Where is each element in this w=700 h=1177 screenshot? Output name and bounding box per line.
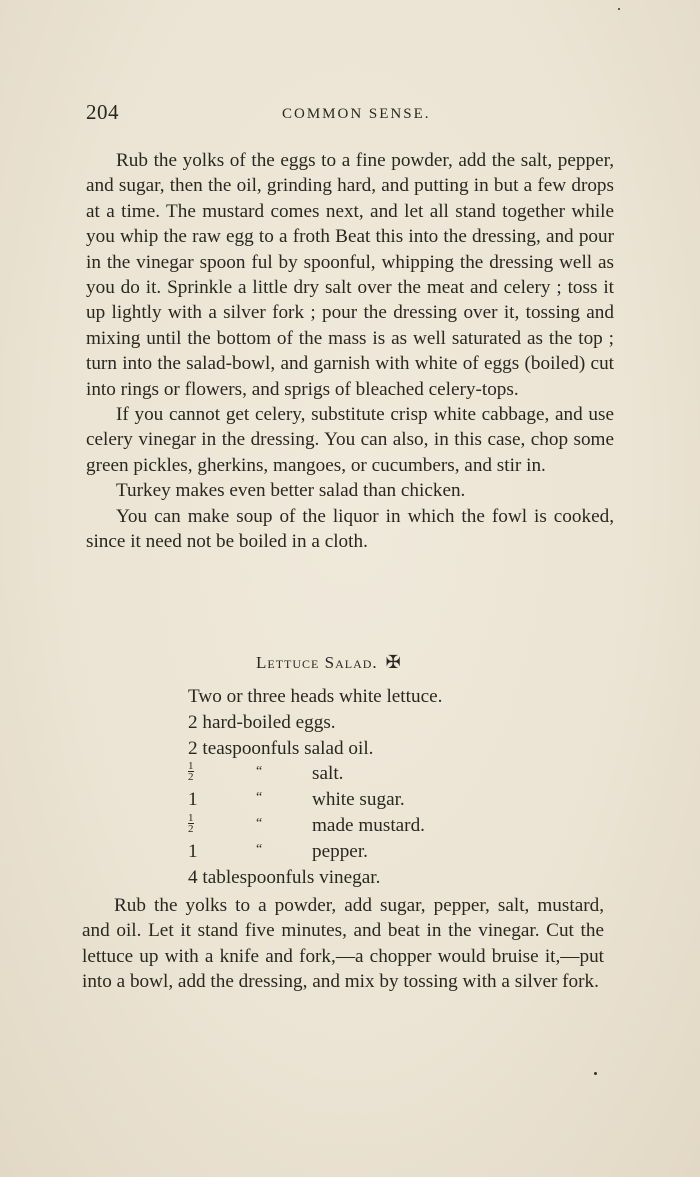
ingredient-name: made mustard. — [312, 814, 425, 836]
ingredient-row — [188, 761, 568, 787]
ditto-mark: “ — [256, 790, 263, 806]
ingredient-name: salt. — [312, 763, 344, 785]
ingredient-text: Two or three heads white lettuce. — [188, 686, 443, 707]
paper-speck — [618, 8, 620, 10]
ingredient-row — [188, 710, 568, 736]
ingredient-row — [188, 865, 568, 891]
ingredient-quantity — [188, 761, 194, 782]
page-header — [86, 100, 616, 130]
ingredient-list — [188, 684, 568, 890]
recipe-instructions — [82, 893, 604, 995]
page-number: 204 — [86, 100, 119, 124]
ingredient-name: pepper. — [312, 840, 368, 862]
paragraph-turkey: Turkey makes even better salad than chicken. — [116, 480, 466, 502]
recipe-title-text: Lettuce Salad. — [256, 653, 378, 672]
ingredient-quantity: 1 — [188, 840, 198, 862]
ditto-mark: “ — [256, 841, 263, 857]
ingredient-text: 2 teaspoonfuls salad oil. — [188, 737, 374, 759]
ingredient-row — [188, 813, 568, 839]
paper-speck — [594, 1072, 597, 1075]
ingredient-row — [188, 736, 568, 762]
body-text — [86, 148, 614, 555]
fraction-denominator: 2 — [188, 771, 194, 784]
paragraph-soup: You can make soup of the liquor in which the fowl is cooked, since it need not be boiled in a cloth. — [86, 505, 614, 553]
instructions-paragraph: Rub the yolks to a powder, add sugar, pepper, salt, mustard, and oil. Let it stand five minutes, and beat in the vinegar. Cut the lettuce up with a knife and fork,—a chopper would bruise it,—put into a bowl, add the dressing, and mix by tossing with a silver fork. — [82, 895, 604, 993]
recipe-title — [256, 652, 402, 673]
paragraph-dressing-method: Rub the yolks of the eggs to a fine powder, add the salt, pepper, and sugar, then the oil, grinding hard, and putting in but a few drops at a time. The mustard comes next, and let all stand together while you whip the raw egg to a froth Beat this into the dressing, and pour in the vinegar spoon ful by spoonful, whipping the dressing well as you do it. Sprinkle a little dry salt over the meat and celery ; toss it up lightly with a silver fork ; pour the dressing over it, tossing and mixing until the bottom of the mass is as well saturated as the top ; turn into the salad-bowl, and garnish with white of eggs (boiled) cut into rings or flowers, and sprigs of bleached celery-tops. — [86, 150, 614, 400]
ditto-mark: “ — [256, 815, 263, 831]
paragraph-celery-substitute: If you cannot get celery, substitute crisp white cabbage, and use celery vinegar in the dressing. You can also, in this case, chop some green pickles, gherkins, mangoes, or cucumbers, and stir in. — [86, 404, 614, 476]
ingredient-name: white sugar. — [312, 789, 405, 811]
ingredient-quantity: 1 — [188, 789, 198, 811]
ditto-mark: “ — [256, 764, 263, 780]
ingredient-row — [188, 684, 568, 710]
ingredient-row — [188, 787, 568, 813]
ingredient-text: 2 hard-boiled eggs. — [188, 711, 336, 733]
fraction-denominator: 2 — [188, 822, 194, 835]
cross-ornament-icon: ✠ — [385, 652, 402, 672]
ingredient-text: 4 tablespoonfuls vinegar. — [188, 866, 381, 888]
fraction-numerator: 1 — [188, 760, 194, 773]
fraction-numerator: 1 — [188, 811, 194, 824]
running-head: COMMON SENSE. — [282, 106, 431, 122]
ingredient-row — [188, 839, 568, 865]
ingredient-quantity — [188, 813, 194, 834]
